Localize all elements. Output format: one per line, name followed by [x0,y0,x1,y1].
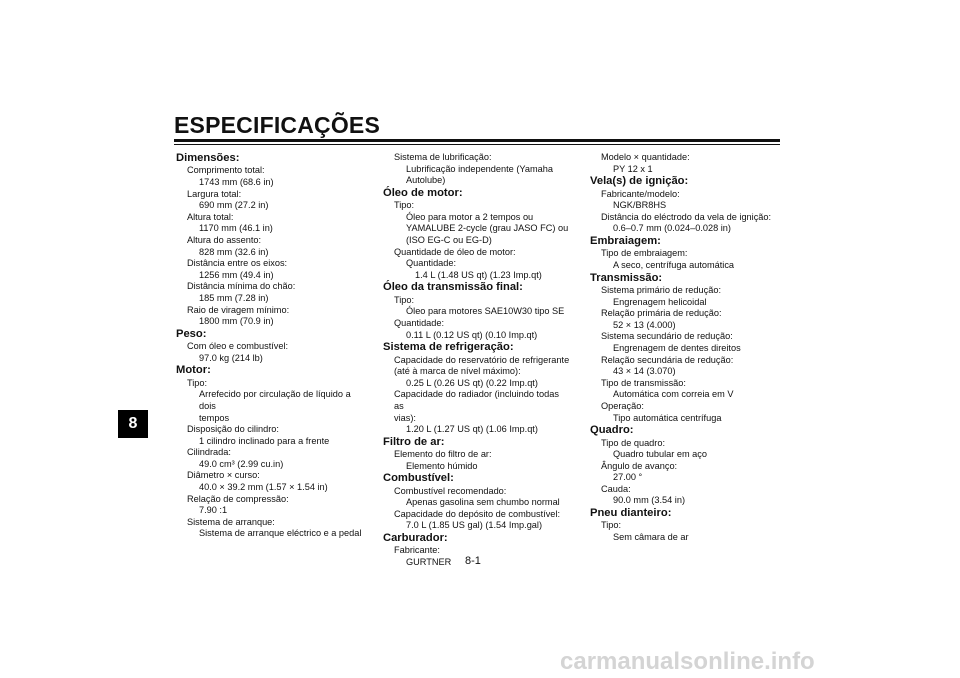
spec-label: Distância entre os eixos: [187,258,288,269]
spec-label: Distância do eléctrodo da vela de ignição: [601,211,772,222]
spec-label: Sistema secundário de redução: [601,331,733,342]
spec-value: NGK/BR8HS [613,200,667,211]
spec-value: Engrenagem helicoidal [613,296,707,307]
spec-value: PY 12 x 1 [613,163,653,174]
spec-label: Disposição do cilindro: [187,424,279,435]
spec-value: 1170 mm (46.1 in) [199,223,273,234]
spec-value: YAMALUBE 2-cycle (grau JASO FC) ou [406,223,569,234]
spec-label: Tipo: [601,520,622,531]
spec-label: Altura do assento: [187,234,262,245]
spec-label: Quantidade: [394,317,445,328]
spec-label: Altura total: [187,211,234,222]
spec-label: Sistema de lubrificação: [394,152,492,162]
spec-label: Fabricante/modelo: [601,188,680,199]
spec-value: Engrenagem de dentes direitos [613,342,741,353]
page-title: ESPECIFICAÇÕES [174,112,381,138]
spec-label: Largura total: [187,188,242,199]
spec-column-2 [383,152,571,569]
spec-label: Modelo × quantidade: [601,152,690,162]
spec-value: 0.11 L (0.12 US qt) (0.10 Imp.qt) [406,329,538,340]
spec-value: A seco, centrífuga automática [613,259,735,270]
spec-label: Capacidade do depósito de combustível: [394,508,560,519]
spec-label: Capacidade do reservatório de refrigerante [394,354,570,365]
spec-label: Ângulo de avanço: [601,460,678,471]
section-heading: Quadro: [590,424,634,437]
section-heading: Filtro de ar: [383,435,445,448]
section-heading: Embraiagem: [590,234,661,247]
spec-value: 7.0 L (1.85 US gal) (1.54 Imp.gal) [406,520,543,531]
spec-value: Quadro tubular em aço [613,449,707,460]
spec-label: Relação de compressão: [187,493,289,504]
spec-value: 1 cilindro inclinado para a frente [199,435,330,446]
spec-label: Tipo de transmissão: [601,377,686,388]
spec-value: 1.20 L (1.27 US qt) (1.06 Imp.qt) [406,424,538,435]
spec-value: GURTNER [406,557,452,568]
spec-value: 1256 mm (49.4 in) [199,269,274,280]
section-heading: Pneu dianteiro: [590,507,672,520]
spec-label: Elemento do filtro de ar: [394,449,492,460]
spec-value: Sistema de arranque eléctrico e a pedal [199,528,362,539]
spec-value: Lubrificação independente (Yamaha [406,163,553,174]
spec-column-1 [176,152,364,540]
spec-label: Tipo: [394,200,415,211]
section-heading: Peso: [176,327,207,340]
section-heading: Vela(s) de ignição: [590,175,689,188]
spec-label: Operação: [601,400,644,411]
spec-label: Quantidade de óleo de motor: [394,246,516,257]
spec-value: 0.25 L (0.26 US qt) (0.22 Imp.qt) [406,377,538,388]
spec-label: Comprimento total: [187,165,265,176]
spec-label: Tipo de quadro: [601,437,666,448]
section-heading: Sistema de refrigeração: [383,341,514,354]
spec-label: vias): [394,412,416,423]
title-rule-thick [174,139,780,142]
spec-value: 90.0 mm (3.54 in) [613,495,685,506]
spec-label: Combustível recomendado: [394,485,507,496]
spec-value: 1743 mm (68.6 in) [199,177,274,187]
spec-label: Relação primária de redução: [601,308,722,319]
spec-value: tempos [199,412,230,423]
spec-value: 828 mm (32.6 in) [199,246,269,257]
spec-value: Automática com correia em V [613,389,734,400]
page-number: 8-1 [465,555,481,567]
chapter-tab: 8 [118,410,148,438]
spec-label: Tipo de embraiagem: [601,248,688,259]
section-heading: Óleo de motor: [383,186,463,199]
spec-value: 185 mm (7.28 in) [199,292,269,303]
spec-value: 0.6–0.7 mm (0.024–0.028 in) [613,223,731,234]
spec-label: Distância mínima do chão: [187,281,296,292]
spec-value: 49.0 cm³ (2.99 cu.in) [199,458,284,469]
spec-value: Óleo para motores SAE10W30 tipo SE [406,306,565,317]
section-heading: Transmissão: [590,271,663,284]
spec-label: Tipo: [394,294,415,305]
watermark: carmanualsonline.info [560,648,815,675]
spec-label: Com óleo e combustível: [187,341,289,352]
spec-value: Óleo para motor a 2 tempos ou [406,211,534,222]
spec-value: 7.90 :1 [199,505,228,516]
spec-value: Sem câmara de ar [613,532,689,543]
spec-label: Sistema primário de redução: [601,284,722,295]
spec-value: 1800 mm (70.9 in) [199,316,274,327]
section-heading: Combustível: [383,472,454,485]
spec-label: Tipo: [187,377,208,388]
spec-label: Diâmetro × curso: [187,470,260,481]
spec-label: Cauda: [601,483,631,494]
spec-value: 690 mm (27.2 in) [199,200,269,211]
spec-column-3 [590,152,778,544]
spec-label: Cilindrada: [187,447,231,458]
section-heading: Motor: [176,364,211,377]
title-rule-thin [174,144,780,145]
spec-value: 1.4 L (1.48 US qt) (1.23 Imp.qt) [415,269,542,280]
spec-label: (até à marca de nível máximo): [394,366,521,377]
spec-value: 52 × 13 (4.000) [613,319,676,330]
spec-value: Tipo automática centrífuga [613,412,722,423]
spec-value: 97.0 kg (214 lb) [199,352,263,363]
spec-value: 43 × 14 (3.070) [613,366,676,377]
spec-value: Apenas gasolina sem chumbo normal [406,497,560,508]
section-heading: Óleo da transmissão final: [383,281,523,294]
spec-value: Autolube) [406,175,446,186]
spec-label: Relação secundária de redução: [601,354,734,365]
spec-label: Raio de viragem mínimo: [187,304,290,315]
section-heading: Carburador: [383,532,448,545]
spec-value: 27.00 ° [613,472,643,483]
spec-label: Sistema de arranque: [187,516,275,527]
spec-label: Capacidade do radiador (incluindo todas as [394,389,559,411]
spec-value: (ISO EG-C ou EG-D) [406,234,492,245]
spec-label: Fabricante: [394,545,440,556]
spec-sublabel: Quantidade: [406,258,457,269]
spec-value: Arrefecido por circulação de líquido a dois [199,389,351,411]
spec-value: Elemento húmido [406,460,478,471]
section-heading: Dimensões: [176,152,240,164]
spec-value: 40.0 × 39.2 mm (1.57 × 1.54 in) [199,482,328,493]
